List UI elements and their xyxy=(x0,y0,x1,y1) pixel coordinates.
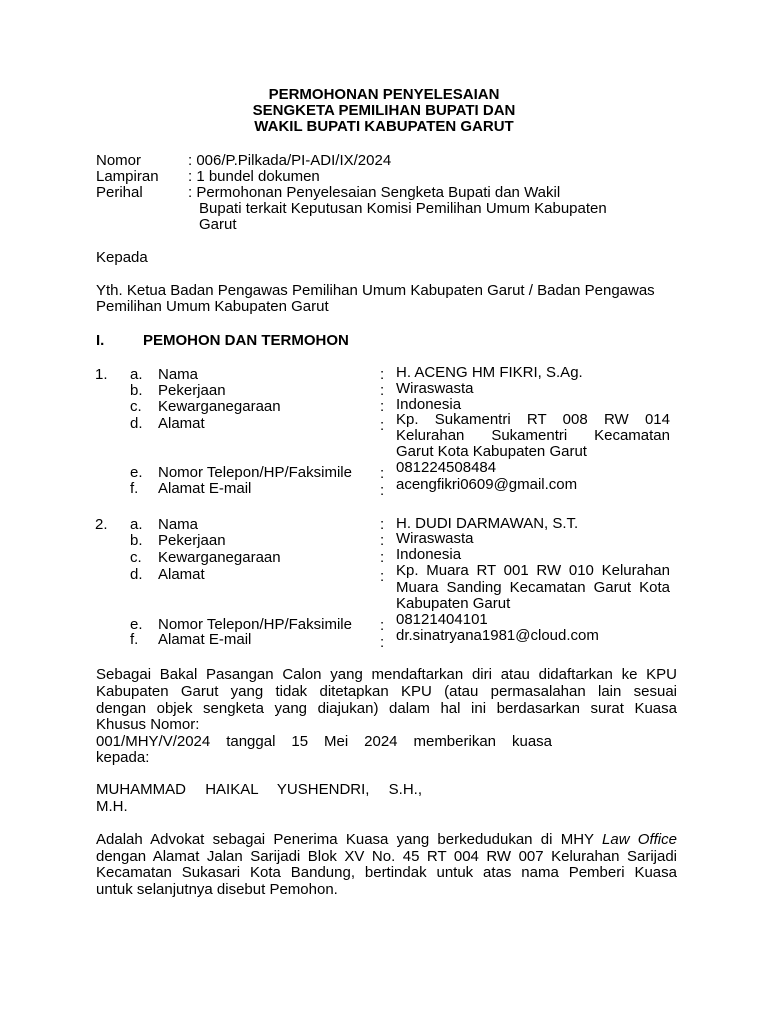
lampiran-value: : 1 bundel dokumen xyxy=(188,168,320,185)
nama-value: H. DUDI DARMAWAN, S.T. xyxy=(396,515,579,532)
colon: : xyxy=(380,382,385,399)
field-label-nama: Nama xyxy=(158,366,199,383)
field-label-telepon: Nomor Telepon/HP/Faksimile xyxy=(158,616,352,633)
colon: : xyxy=(380,516,385,533)
field-letter: d. xyxy=(130,566,143,583)
section-heading: PEMOHON DAN TERMOHON xyxy=(143,332,349,349)
perihal-value-3: Garut xyxy=(199,216,237,233)
colon: : xyxy=(380,398,385,415)
paragraph1-line-6: kepada: xyxy=(96,749,150,766)
field-letter: f. xyxy=(130,631,139,648)
field-letter: a. xyxy=(130,516,143,533)
perihal-label: Perihal xyxy=(96,184,143,201)
yth-line-2: Pemilihan Umum Kabupaten Garut xyxy=(96,298,329,315)
pekerjaan-value: Wiraswasta xyxy=(396,530,474,547)
field-label-email: Alamat E-mail xyxy=(158,480,252,497)
colon: : xyxy=(380,465,385,482)
colon: : xyxy=(380,568,385,585)
field-letter: e. xyxy=(130,616,143,633)
field-label-alamat: Alamat xyxy=(158,566,205,583)
nama-value: H. ACENG HM FIKRI, S.Ag. xyxy=(396,364,583,381)
colon: : xyxy=(380,417,385,434)
alamat-value-1: Kp. Muara RT 001 RW 010 Kelurahan xyxy=(396,562,670,579)
alamat-value-3: Kabupaten Garut xyxy=(396,595,511,612)
paragraph2-line-4: untuk selanjutnya disebut Pemohon. xyxy=(96,881,338,898)
lampiran-label: Lampiran xyxy=(96,168,159,185)
colon: : xyxy=(380,634,385,651)
paragraph1-line-2: Kabupaten Garut yang tidak ditetapkan KPU (atau permasalahan lain sesuai xyxy=(96,683,677,700)
field-label-kewarganegaraan: Kewarganegaraan xyxy=(158,398,281,415)
title-line-2: SENGKETA PEMILIHAN BUPATI DAN xyxy=(252,102,516,119)
colon: : xyxy=(380,482,385,499)
field-letter: d. xyxy=(130,415,143,432)
paragraph2-line-3: Kecamatan Sukasari Kota Bandung, bertindak untuk atas nama Pemberi Kuasa xyxy=(96,864,677,881)
attorney-line-2: M.H. xyxy=(96,798,128,815)
section-number: I. xyxy=(96,332,105,349)
yth-line-1: Yth. Ketua Badan Pengawas Pemilihan Umum Kabupaten Garut / Badan Pengawas xyxy=(96,282,655,299)
nomor-value: : 006/P.Pilkada/PI-ADI/IX/2024 xyxy=(188,152,392,169)
field-label-email: Alamat E-mail xyxy=(158,631,252,648)
paragraph1-line-3: dengan objek sengketa yang diajukan) dalam hal ini berdasarkan surat Kuasa xyxy=(96,700,677,717)
field-letter: c. xyxy=(130,549,142,566)
pekerjaan-value: Wiraswasta xyxy=(396,380,474,397)
kepada: Kepada xyxy=(96,249,148,266)
field-letter: e. xyxy=(130,464,143,481)
telepon-value: 08121404101 xyxy=(396,611,488,628)
kewarganegaraan-value: Indonesia xyxy=(396,546,462,563)
alamat-value-3: Garut Kota Kabupaten Garut xyxy=(396,443,587,460)
nomor-label: Nomor xyxy=(96,152,142,169)
field-label-pekerjaan: Pekerjaan xyxy=(158,382,226,399)
applicant-number: 2. xyxy=(95,516,108,533)
field-letter: b. xyxy=(130,382,143,399)
title-line-1: PERMOHONAN PENYELESAIAN xyxy=(268,86,500,103)
field-letter: c. xyxy=(130,398,142,415)
colon: : xyxy=(380,617,385,634)
paragraph1-line-4: Khusus Nomor: xyxy=(96,716,200,733)
field-label-kewarganegaraan: Kewarganegaraan xyxy=(158,549,281,566)
kewarganegaraan-value: Indonesia xyxy=(396,396,462,413)
title-line-3: WAKIL BUPATI KABUPATEN GARUT xyxy=(254,118,514,135)
field-letter: f. xyxy=(130,480,139,497)
email-value: acengfikri0609@gmail.com xyxy=(396,476,578,493)
field-letter: a. xyxy=(130,366,143,383)
law-office-italic: Law Office xyxy=(602,831,677,848)
field-label-nama: Nama xyxy=(158,516,199,533)
telepon-value: 081224508484 xyxy=(396,459,497,476)
field-label-pekerjaan: Pekerjaan xyxy=(158,532,226,549)
alamat-value-2: Muara Sanding Kecamatan Garut Kota xyxy=(396,579,670,596)
alamat-value-2: Kelurahan Sukamentri Kecamatan xyxy=(396,427,670,444)
colon: : xyxy=(380,549,385,566)
perihal-value-2: Bupati terkait Keputusan Komisi Pemilihan Umum Kabupaten xyxy=(199,200,607,217)
perihal-value-1: : Permohonan Penyelesaian Sengketa Bupati dan Wakil xyxy=(188,184,561,201)
colon: : xyxy=(380,532,385,549)
field-letter: b. xyxy=(130,532,143,549)
colon: : xyxy=(380,366,385,383)
field-label-telepon: Nomor Telepon/HP/Faksimile xyxy=(158,464,352,481)
paragraph2-line-1 xyxy=(96,831,677,848)
paragraph1-line-5: 001/MHY/V/2024 tanggal 15 Mei 2024 memberikan kuasa xyxy=(96,733,552,750)
email-value: dr.sinatryana1981@cloud.com xyxy=(396,627,599,644)
alamat-value-1: Kp. Sukamentri RT 008 RW 014 xyxy=(396,411,670,428)
applicant-number: 1. xyxy=(95,366,108,383)
paragraph1-line-1: Sebagai Bakal Pasangan Calon yang mendaftarkan diri atau didaftarkan ke KPU xyxy=(96,666,677,683)
field-label-alamat: Alamat xyxy=(158,415,205,432)
attorney-line-1: MUHAMMAD HAIKAL YUSHENDRI, S.H., xyxy=(96,781,422,798)
paragraph2-line-2: dengan Alamat Jalan Sarijadi Blok XV No. 45 RT 004 RW 007 Kelurahan Sarijadi xyxy=(96,848,677,865)
paragraph2-line-1-text: Adalah Advokat sebagai Penerima Kuasa yang berkedudukan di MHY xyxy=(96,831,603,848)
